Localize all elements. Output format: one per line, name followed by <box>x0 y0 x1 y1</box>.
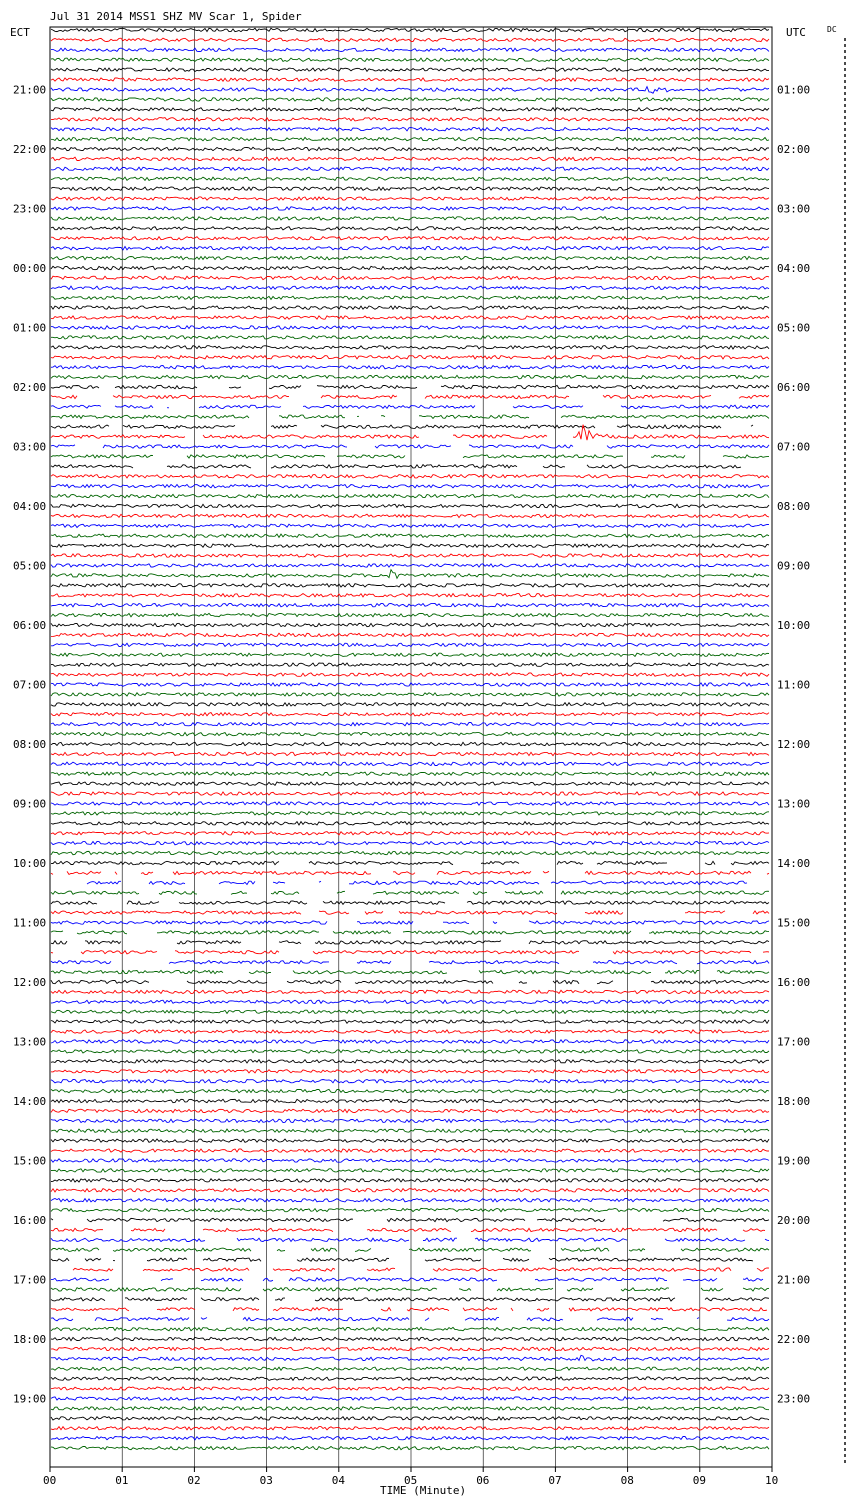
trace-62 <box>51 643 769 646</box>
trace-36 <box>51 385 769 388</box>
trace-116 <box>51 1179 769 1182</box>
left-hour-label: 16:00 <box>13 1214 47 1227</box>
trace-91 <box>51 931 769 934</box>
trace-104 <box>51 1060 769 1063</box>
trace-131 <box>51 1327 769 1330</box>
right-axis-label: UTC <box>786 26 806 39</box>
trace-113 <box>51 1149 769 1152</box>
right-hour-label: 03:00 <box>777 202 811 216</box>
trace-134 <box>51 1355 769 1361</box>
right-hour-label: 15:00 <box>777 916 811 930</box>
x-axis-label: TIME (Minute) <box>380 1484 467 1497</box>
trace-40 <box>51 425 769 428</box>
trace-19 <box>51 217 769 220</box>
trace-117 <box>51 1189 769 1192</box>
trace-126 <box>51 1278 763 1281</box>
right-hour-label: 23:00 <box>777 1392 811 1406</box>
trace-95 <box>51 970 769 973</box>
trace-38 <box>51 405 769 408</box>
trace-56 <box>51 584 769 587</box>
left-hour-label: 10:00 <box>13 857 47 870</box>
trace-96 <box>51 980 769 983</box>
trace-93 <box>51 951 769 954</box>
trace-70 <box>51 723 769 726</box>
trace-51 <box>51 534 769 537</box>
trace-130 <box>51 1318 769 1321</box>
trace-142 <box>51 1437 769 1440</box>
left-hour-label: 03:00 <box>13 440 47 454</box>
trace-121 <box>51 1228 765 1231</box>
trace-124 <box>51 1258 753 1261</box>
x-tick-label: 00 <box>43 1474 57 1487</box>
left-hour-label: 21:00 <box>13 83 47 97</box>
right-hour-label: 04:00 <box>777 262 811 275</box>
trace-108 <box>51 1099 769 1102</box>
right-hour-label: 20:00 <box>777 1214 811 1227</box>
trace-67 <box>51 693 769 696</box>
trace-43 <box>51 455 769 458</box>
trace-34 <box>51 366 769 369</box>
trace-29 <box>51 316 769 319</box>
trace-52 <box>51 544 769 547</box>
left-hour-label: 17:00 <box>13 1273 47 1287</box>
left-hour-label: 08:00 <box>13 738 47 751</box>
trace-122 <box>51 1238 769 1241</box>
trace-74 <box>51 762 769 765</box>
left-hour-label: 04:00 <box>13 500 47 513</box>
trace-111 <box>51 1129 769 1132</box>
trace-133 <box>51 1347 769 1350</box>
trace-86 <box>87 881 747 884</box>
trace-81 <box>51 832 769 835</box>
right-hour-label: 19:00 <box>777 1154 811 1168</box>
right-hour-label: 09:00 <box>777 559 811 573</box>
trace-59 <box>51 613 769 616</box>
trace-79 <box>51 812 769 815</box>
x-tick-label: 01 <box>115 1474 129 1487</box>
trace-123 <box>51 1248 769 1251</box>
trace-120 <box>51 1218 769 1221</box>
trace-10 <box>51 128 769 131</box>
trace-16 <box>51 187 769 190</box>
trace-119 <box>51 1208 769 1211</box>
trace-77 <box>51 792 769 795</box>
trace-84 <box>51 861 769 864</box>
trace-60 <box>51 623 769 626</box>
right-hour-labels <box>777 84 810 1406</box>
trace-61 <box>51 633 769 636</box>
trace-57 <box>51 594 769 597</box>
trace-9 <box>51 118 769 121</box>
right-hour-label: 16:00 <box>777 976 811 989</box>
trace-85 <box>51 871 769 874</box>
trace-75 <box>51 772 769 775</box>
trace-26 <box>51 286 769 289</box>
x-tick-label: 04 <box>331 1474 346 1487</box>
trace-94 <box>51 961 769 964</box>
x-tick-label: 07 <box>548 1474 562 1487</box>
trace-143 <box>51 1446 769 1449</box>
trace-21 <box>51 237 769 240</box>
trace-39 <box>51 415 769 418</box>
trace-14 <box>51 167 769 170</box>
right-hour-label: 07:00 <box>777 440 811 454</box>
left-hour-label: 07:00 <box>13 678 47 692</box>
trace-82 <box>51 842 769 845</box>
trace-118 <box>51 1199 769 1202</box>
trace-1 <box>51 38 769 41</box>
x-tick-label: 08 <box>620 1474 634 1487</box>
left-hour-label: 05:00 <box>13 559 47 573</box>
trace-137 <box>51 1387 769 1390</box>
trace-87 <box>51 891 769 894</box>
x-tick-label: 03 <box>259 1474 273 1487</box>
trace-54 <box>51 564 769 567</box>
trace-63 <box>51 653 769 656</box>
right-hour-label: 08:00 <box>777 500 811 513</box>
trace-37 <box>51 395 769 398</box>
trace-35 <box>51 375 769 378</box>
right-hour-label: 22:00 <box>777 1333 811 1346</box>
trace-65 <box>51 673 769 676</box>
trace-138 <box>51 1397 769 1400</box>
right-hour-label: 12:00 <box>777 738 811 751</box>
trace-132 <box>51 1337 769 1340</box>
left-hour-label: 12:00 <box>13 976 47 989</box>
right-hour-label: 05:00 <box>777 321 811 335</box>
trace-103 <box>51 1050 769 1053</box>
trace-5 <box>51 78 769 81</box>
trace-125 <box>73 1268 769 1271</box>
trace-4 <box>51 68 769 71</box>
trace-42 <box>51 445 769 448</box>
trace-44 <box>51 465 741 468</box>
trace-73 <box>51 752 769 755</box>
trace-31 <box>51 336 769 339</box>
trace-89 <box>51 911 769 914</box>
trace-72 <box>51 742 769 745</box>
trace-24 <box>51 266 769 269</box>
trace-17 <box>51 197 769 200</box>
trace-136 <box>51 1377 769 1380</box>
trace-141 <box>51 1427 769 1430</box>
trace-92 <box>51 941 769 944</box>
trace-48 <box>51 504 769 507</box>
traces <box>51 28 769 1450</box>
left-hour-labels <box>13 84 46 1406</box>
right-hour-label: 01:00 <box>777 83 811 97</box>
trace-112 <box>51 1139 769 1142</box>
left-hour-label: 06:00 <box>13 619 47 632</box>
trace-28 <box>51 306 769 309</box>
trace-23 <box>51 256 769 259</box>
trace-55 <box>51 570 769 579</box>
left-hour-label: 18:00 <box>13 1333 47 1346</box>
left-hour-label: 15:00 <box>13 1154 47 1168</box>
trace-50 <box>51 524 769 527</box>
trace-98 <box>51 1000 769 1003</box>
trace-127 <box>51 1288 769 1291</box>
plot-title: Jul 31 2014 MSS1 SHZ MV Scar 1, Spider <box>50 10 302 23</box>
trace-78 <box>51 802 769 805</box>
left-hour-label: 22:00 <box>13 143 47 156</box>
trace-99 <box>51 1010 769 1013</box>
trace-110 <box>51 1119 769 1122</box>
trace-71 <box>51 732 769 735</box>
trace-58 <box>51 604 769 607</box>
trace-11 <box>51 137 769 140</box>
trace-109 <box>51 1109 769 1112</box>
trace-49 <box>51 514 769 517</box>
trace-80 <box>51 822 769 825</box>
dc-label: DC <box>827 25 837 34</box>
right-hour-label: 18:00 <box>777 1095 811 1108</box>
left-hour-label: 14:00 <box>13 1095 47 1108</box>
x-tick-label: 05 <box>404 1474 418 1487</box>
trace-115 <box>51 1169 769 1172</box>
left-hour-label: 11:00 <box>13 916 47 930</box>
trace-2 <box>51 48 769 51</box>
trace-76 <box>51 782 769 785</box>
trace-88 <box>51 901 769 904</box>
trace-15 <box>51 177 769 180</box>
trace-3 <box>51 58 769 61</box>
trace-25 <box>51 276 769 279</box>
right-hour-label: 17:00 <box>777 1035 811 1049</box>
right-hour-label: 14:00 <box>777 857 811 870</box>
trace-53 <box>51 554 769 557</box>
trace-66 <box>51 683 769 686</box>
left-hour-label: 13:00 <box>13 1035 47 1049</box>
trace-30 <box>51 326 769 329</box>
trace-45 <box>51 475 769 478</box>
x-tick-label: 02 <box>187 1474 201 1487</box>
trace-8 <box>51 108 769 111</box>
left-hour-label: 23:00 <box>13 202 47 216</box>
left-hour-label: 00:00 <box>13 262 47 275</box>
trace-0 <box>51 28 769 31</box>
right-hour-label: 21:00 <box>777 1273 811 1287</box>
trace-97 <box>51 990 769 993</box>
right-hour-label: 13:00 <box>777 797 811 811</box>
trace-135 <box>51 1367 769 1370</box>
trace-102 <box>51 1040 769 1043</box>
trace-128 <box>51 1298 769 1301</box>
right-hour-label: 02:00 <box>777 143 811 156</box>
trace-106 <box>51 1080 769 1083</box>
trace-46 <box>51 485 769 488</box>
x-tick-label: 10 <box>765 1474 779 1487</box>
x-tick-label: 06 <box>476 1474 490 1487</box>
x-tick-label: 09 <box>692 1474 707 1487</box>
left-axis-label: ECT <box>10 26 30 39</box>
trace-18 <box>51 207 769 210</box>
trace-101 <box>51 1030 769 1033</box>
left-hour-label: 09:00 <box>13 797 47 811</box>
left-hour-label: 01:00 <box>13 321 47 335</box>
trace-22 <box>51 247 769 250</box>
left-hour-label: 19:00 <box>13 1392 47 1406</box>
trace-12 <box>51 147 769 150</box>
x-tick-labels <box>43 1467 778 1487</box>
trace-27 <box>51 296 769 299</box>
trace-83 <box>51 851 769 854</box>
trace-64 <box>51 663 769 666</box>
trace-13 <box>51 157 769 160</box>
trace-33 <box>51 356 769 359</box>
trace-129 <box>51 1308 767 1311</box>
trace-47 <box>51 494 769 497</box>
trace-105 <box>51 1070 769 1073</box>
left-hour-label: 02:00 <box>13 381 47 394</box>
trace-69 <box>51 713 769 716</box>
trace-90 <box>51 921 769 924</box>
trace-139 <box>51 1407 769 1410</box>
trace-7 <box>51 98 769 101</box>
right-hour-label: 10:00 <box>777 619 811 632</box>
right-hour-label: 11:00 <box>777 678 811 692</box>
trace-68 <box>51 703 769 706</box>
trace-140 <box>51 1417 769 1420</box>
trace-20 <box>51 227 769 230</box>
trace-107 <box>51 1089 769 1092</box>
right-hour-label: 06:00 <box>777 381 811 394</box>
trace-6 <box>51 87 769 94</box>
trace-32 <box>51 346 769 349</box>
trace-100 <box>51 1020 769 1023</box>
trace-114 <box>51 1159 769 1162</box>
